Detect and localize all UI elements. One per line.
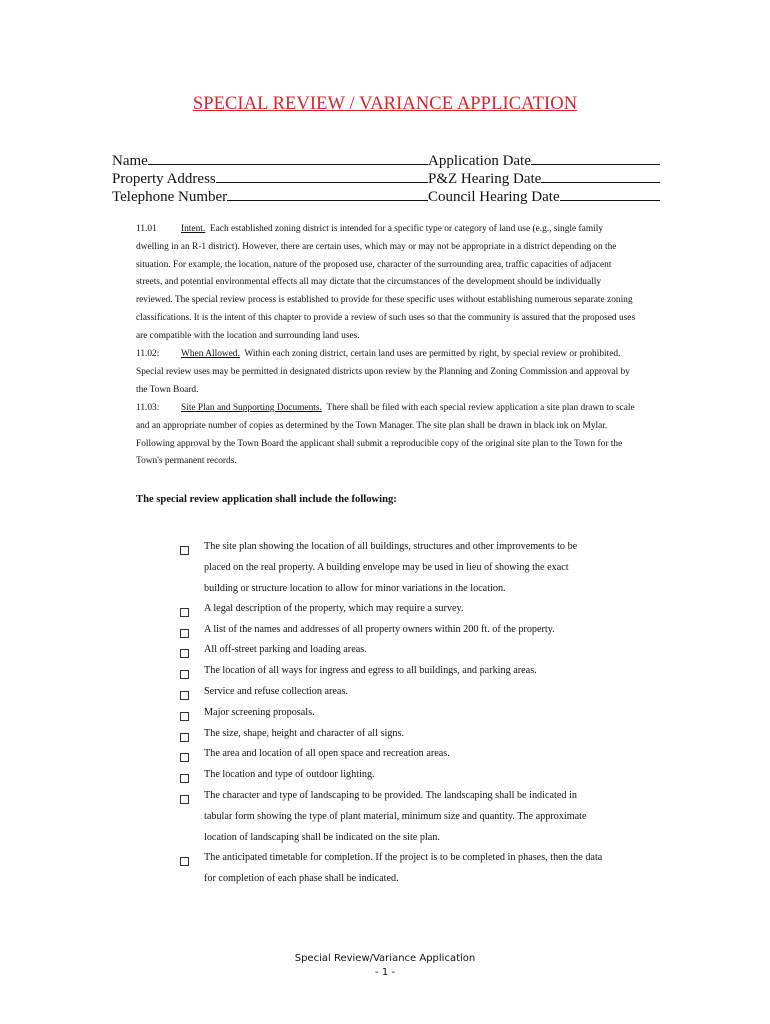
checkbox[interactable]	[180, 795, 189, 804]
checklist-item	[180, 786, 604, 848]
checklist-item-text: Major screening proposals.	[204, 707, 315, 718]
section-heading: Intent.	[181, 224, 206, 234]
checklist-item	[180, 848, 604, 890]
checklist-item	[180, 724, 604, 745]
council-hearing-date-line[interactable]	[560, 187, 660, 201]
checklist-item-text: The size, shape, height and character of all signs.	[204, 728, 404, 739]
checklist-item	[180, 703, 604, 724]
property-address-line[interactable]	[216, 169, 428, 183]
checklist-item-text: A list of the names and addresses of all property owners within 200 ft. of the property.	[204, 624, 555, 635]
telephone-number-field[interactable]	[112, 187, 428, 205]
council-hearing-date-label: Council Hearing Date	[428, 189, 560, 205]
checklist-item	[180, 765, 604, 786]
checklist-item	[180, 682, 604, 703]
property-address-field[interactable]	[112, 169, 428, 187]
property-address-label: Property Address	[112, 171, 216, 187]
checklist-item	[180, 744, 604, 765]
application-date-line[interactable]	[531, 151, 660, 165]
checklist-item-text: All off-street parking and loading areas.	[204, 644, 367, 655]
checklist-item-text: The character and type of landscaping to be provided. The landscaping shall be indicated in tabular form showing the type of plant material, minimum size and quantity. The approximate location of landscaping shall be indicated on the site plan.	[204, 790, 587, 843]
field-row	[112, 169, 660, 187]
checklist-item-text: The anticipated timetable for completion. If the project is to be completed in phases, then the data for completion of each phase shall be indicated.	[204, 852, 603, 884]
checklist-item-text: The location of all ways for ingress and egress to all buildings, and parking areas.	[204, 665, 537, 676]
section-number: 11.02:	[136, 349, 160, 359]
application-date-label: Application Date	[428, 153, 531, 169]
section-paragraph	[136, 221, 636, 346]
checkbox[interactable]	[180, 774, 189, 783]
section-heading: When Allowed.	[181, 349, 240, 359]
checkbox[interactable]	[180, 733, 189, 742]
checklist-item-text: The area and location of all open space and recreation areas.	[204, 748, 450, 759]
checkbox[interactable]	[180, 857, 189, 866]
checkbox[interactable]	[180, 670, 189, 679]
pz-hearing-date-field[interactable]	[428, 169, 660, 187]
field-row	[112, 151, 660, 169]
section-paragraph	[136, 346, 636, 399]
section-text: Within each zoning district, certain land uses are permitted by right, by special review or prohibited. Special review uses may be permitted in designated districts upon review by the Planning and Zoning Commission and approval by the Town Board.	[136, 349, 630, 395]
name-line[interactable]	[148, 151, 428, 165]
checklist-item	[180, 537, 604, 599]
section-paragraph	[136, 400, 636, 471]
section-heading: Site Plan and Supporting Documents.	[181, 403, 322, 413]
checklist-item-text: Service and refuse collection areas.	[204, 686, 348, 697]
section-text: Each established zoning district is intended for a specific type or category of land use (e.g., single family dwelling in an R-1 district). However, there are certain uses, which may or may not be appropriate in a district depending on the situation. For example, the location, nature of the proposed use, character of the surrounding area, traffic capacities of adjacent streets, and potential environmental effects all may dictate that the circumstances of the development should be individually reviewed. The special review process is established to provide for these specific uses without establishing numerous separate zoning classifications. It is the intent of this chapter to provide a review of such uses so that the community is assured that the proposed uses are compatible with the location and surrounding land uses.	[136, 224, 636, 341]
document-title: SPECIAL REVIEW / VARIANCE APPLICATION	[192, 94, 578, 114]
applicant-fields	[112, 151, 660, 205]
section-text: There shall be filed with each special review application a site plan drawn to scale and an appropriate number of copies as determined by the Town Manager. The site plan shall be drawn in black ink on Mylar. Following approval by the Town Board the applicant shall submit a reproducible copy of the original site plan to the Town for the Town's permanent records.	[136, 403, 635, 467]
application-date-field[interactable]	[428, 151, 660, 169]
page-number: - 1 -	[375, 967, 395, 978]
field-row	[112, 187, 660, 205]
checkbox[interactable]	[180, 629, 189, 638]
checklist-item-text: The location and type of outdoor lighting.	[204, 769, 375, 780]
section-when-allowed	[136, 346, 636, 399]
section-number: 11.01	[136, 224, 157, 234]
checkbox[interactable]	[180, 712, 189, 721]
checklist-item	[180, 661, 604, 682]
section-intent	[136, 221, 636, 346]
name-label: Name	[112, 153, 148, 169]
checkbox[interactable]	[180, 608, 189, 617]
section-number: 11.03:	[136, 403, 160, 413]
includes-heading: The special review application shall include the following:	[136, 494, 397, 505]
checklist-item-text: The site plan showing the location of all buildings, structures and other improvements to be placed on the real property. A building envelope may be used in lieu of showing the exact building or structure location to allow for minor variations in the location.	[204, 541, 578, 594]
pz-hearing-date-label: P&Z Hearing Date	[428, 171, 542, 187]
checkbox[interactable]	[180, 546, 189, 555]
checklist-item	[180, 599, 604, 620]
telephone-number-line[interactable]	[227, 187, 428, 201]
footer-title: Special Review/Variance Application	[294, 953, 476, 964]
page-footer	[0, 952, 770, 980]
checkbox[interactable]	[180, 753, 189, 762]
checklist-item	[180, 620, 604, 641]
section-site-plan	[136, 400, 636, 471]
name-field[interactable]	[112, 151, 428, 169]
pz-hearing-date-line[interactable]	[541, 169, 660, 183]
checklist-item-text: A legal description of the property, which may require a survey.	[204, 603, 464, 614]
checkbox[interactable]	[180, 649, 189, 658]
checklist-item	[180, 640, 604, 661]
telephone-number-label: Telephone Number	[112, 189, 228, 205]
checkbox[interactable]	[180, 691, 189, 700]
council-hearing-date-field[interactable]	[428, 187, 660, 205]
